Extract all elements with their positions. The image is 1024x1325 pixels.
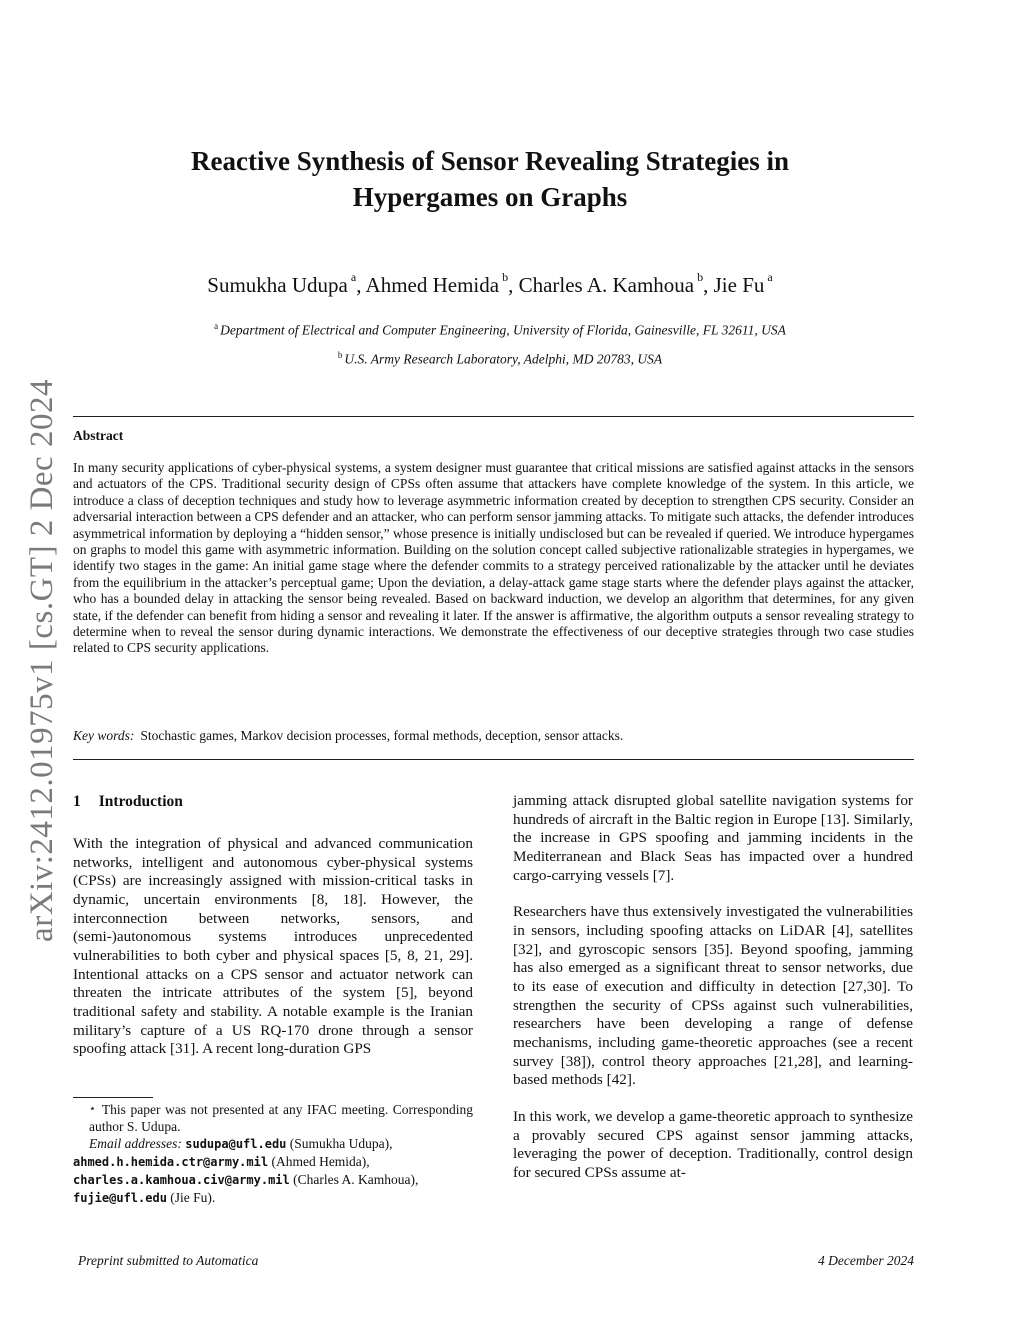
footnote-note [73,1101,473,1135]
author-name: Ahmed Hemida [365,273,500,297]
right-column [513,792,913,1182]
email-owner: (Jie Fu). [170,1190,216,1205]
author-affil-mark: b [697,270,704,284]
email-link[interactable]: ahmed.h.hemida.ctr@army.mil [73,1155,269,1169]
affiliation-text: Department of Electrical and Computer Engineering, University of Florida, Gainesville, FL 32611, USA [220,322,786,338]
intro-paragraph: With the integration of physical and advanced communication networks, intelligent and autonomous cyber-physical systems (CPSs) are increasingly assigned with mission-critical tasks in dynamic, uncertain environments [8, 18]. However, the interconnection between networks, sensors, and (semi-)autonomous systems introduces unprecedented vulnerabilities to both cyber and physical spaces [5, 8, 21, 29]. Intentional attacks on a CPS sensor and actuator network can threaten the intricate attributes of the system [5], beyond traditional safety and stability. A notable example is the Iranian military’s capture of a US RQ-170 drone through a sensor spoofing attack [31]. A recent long-duration GPS [73,835,473,1058]
intro-paragraph: Researchers have thus extensively investigated the vulnerabilities in sensors, including spoofing attacks on LiDAR [4], satellites [32], and gyroscopic sensors [35]. Beyond spoofing, jamming has also emerged as a significant threat to sensor networks, due to its ease of execution and difficulty in detection [27,30]. To strengthen the security of CPSs against such vulnerabilities, researchers have been developing a range of defense mechanisms, including game-theoretic approaches (see a recent survey [38]), control theory approaches [21,28], and learning-based methods [42]. [513,903,913,1089]
email-label: Email addresses: [89,1136,182,1151]
footnote-emails [73,1135,473,1153]
author-list: Sumukha Udupa $^a$, Ahmed Hemida $^b$, Charles A. Kamhoua $^b$, Jie Fu $^a$ [207,270,773,297]
paper-title [100,143,880,215]
author-name: Sumukha Udupa [207,273,348,297]
keywords-text: Stochastic games, Markov decision processes, formal methods, deception, sensor attacks. [140,728,624,743]
keywords-label: Key words: [73,728,135,743]
section-number: 1 [73,793,81,810]
arxiv-identifier: arXiv:2412.01975v1 [cs.GT] 2 Dec 2024 [23,378,60,942]
email-owner: (Ahmed Hemida), [271,1154,370,1169]
affiliation-a [80,321,920,339]
email-owner: (Sumukha Udupa), [289,1136,393,1151]
email-link[interactable]: fujie@ufl.edu [73,1191,167,1205]
email-link[interactable]: charles.a.kamhoua.civ@army.mil [73,1173,290,1187]
left-column [73,835,473,1059]
abstract-heading: Abstract [73,428,124,443]
footer-preprint-note: Preprint submitted to Automatica [78,1253,259,1268]
abstract-top-rule [73,416,914,417]
author-name: Charles A. Kamhoua [518,273,695,297]
title-line-2: Hypergames on Graphs [352,182,628,212]
author-affil-mark: a [350,270,357,284]
footer-date: 4 December 2024 [818,1253,914,1268]
footnote-email-line [73,1153,473,1171]
footnote-text: This paper was not presented at any IFAC meeting. Corresponding author S. Udupa. [89,1102,473,1134]
abstract-bottom-rule [73,759,914,760]
intro-paragraph: In this work, we develop a game-theoretic approach to synthesize a provably secured CPS against sensor jamming attacks, leveraging the power of deception. Traditionally, control design for secured CPSs assume at- [513,1107,913,1181]
author-affil-mark: b [502,270,509,284]
footnote-rule [73,1097,153,1098]
affiliation-b [80,350,920,368]
footnote-email-line [73,1189,473,1207]
title-line-1: Reactive Synthesis of Sensor Revealing Strategies in [191,146,789,176]
author-affil-mark: a [767,270,773,284]
keywords [73,728,914,744]
arxiv-stamp [12,360,72,960]
email-owner: (Charles A. Kamhoua), [293,1172,419,1187]
section-title: Introduction [98,793,183,810]
footnotes [73,1101,473,1207]
footnote-email-line [73,1171,473,1189]
affiliation-mark: b [337,350,343,360]
abstract-text: In many security applications of cyber-physical systems, a system designer must guarantee that critical missions are satisfied against attacks in the sensors and actuators of the CPS. Traditional security design of CPSs often assume that attackers have complete knowledge of the system. In this article, we introduce a class of deception techniques and study how to leverage asymmetric information created by deception to strengthen CPS security. Consider an adversarial interaction between a CPS defender and an attacker, who can perform sensor jamming attacks. To mitigate such attacks, the defender introduces asymmetrical information by deploying a “hidden sensor,” whose presence is initially undisclosed but can be revealed if queried. We introduce hypergames on graphs to model this game with asymmetric information. Building on the solution concept called subjective rationalizable strategies in hypergames, we identify two stages in the game: An initial game stage where the defender commits to a strategy perceived rationalizable by the attacker until he deviates from the equilibrium in the attacker’s perceptual game; Upon the deviation, a delay-attack game stage starts where the defender plays against the attacker, who has a bounded delay in attacking the sensor being revealed. Based on backward induction, we develop an algorithm that determines, for any given state, if the defender can benefit from hiding a sensor and revealing it later. If the answer is affirmative, the algorithm outputs a sensor revealing strategy to determine when to reveal the sensor during dynamic interactions. We demonstrate the effectiveness of our deceptive strategies through two case studies related to CPS security applications. [73,460,914,656]
footnote-star: ⋆ [89,1103,96,1115]
affiliation-text: U.S. Army Research Laboratory, Adelphi, MD 20783, USA [344,351,663,367]
email-link[interactable]: sudupa@ufl.edu [185,1137,287,1151]
section-heading [73,793,183,811]
affiliation-mark: a [214,321,219,331]
intro-paragraph: jamming attack disrupted global satellite navigation systems for hundreds of aircraft in the Baltic region in Europe [13]. Similarly, the increase in GPS spoofing and jamming incidents in the Mediterranean and Black Seas has impacted over a hundred cargo-carrying vessels [7]. [513,792,913,884]
author-name: Jie Fu [713,273,765,297]
